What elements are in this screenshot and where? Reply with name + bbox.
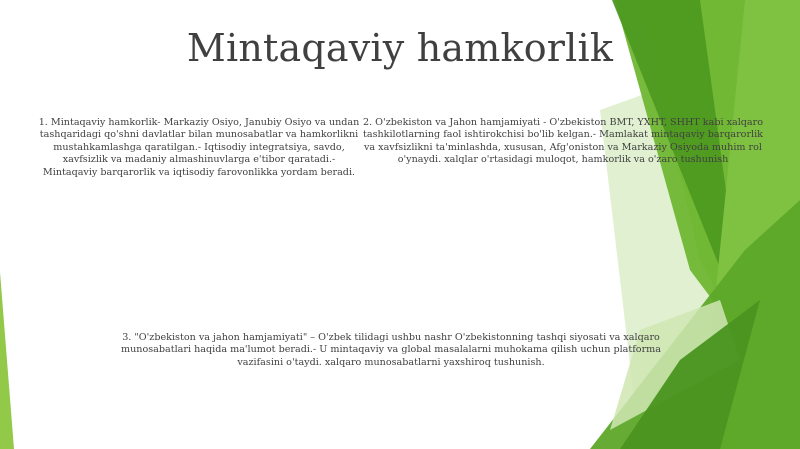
left-green-sliver <box>0 272 14 449</box>
text-block-1: 1. Mintaqaviy hamkorlik- Markaziy Osiyo, Janubiy Osiyo va undan tashqaridagi qo'shni davlatlar bilan munosabatlar va hamkorlikni mustahkamlashga qaratilgan.- Iqtisodiy integratsiya, savdo, xavfsizlik va madaniy almashinuvlarga e'tibor qaratadi.- Mintaqaviy barqarorlik va iqtisodiy farovonlikka yordam beradi. <box>38 117 360 178</box>
text-block-3: 3. "O'zbekiston va jahon hamjamiyati" – O'zbek tilidagi ushbu nashr O'zbekistonning tashqi siyosati va xalqaro munosabatlari haqida ma'lumot beradi.- U mintaqaviy va global masalalarni muhokama qilish uchun platforma vazifasini o'taydi. xalqaro munosabatlarni yaxshiroq tushunish. <box>121 332 661 368</box>
text-block-2: 2. O'zbekiston va Jahon hamjamiyati - O'zbekiston BMT, YXHT, SHHT kabi xalqaro tashkilotlarning faol ishtirokchisi bo'lib kelgan.- Mamlakat mintaqaviy barqarorlik va xavfsizlikni ta'minlashda, xususan, Afg'oniston va Markaziy Osiyoda muhim rol o'ynaydi. xalqlar o'rtasidagi muloqot, hamkorlik va o'zaro tushunish <box>362 117 764 166</box>
slide-title: Mintaqaviy hamkorlik <box>186 26 614 70</box>
